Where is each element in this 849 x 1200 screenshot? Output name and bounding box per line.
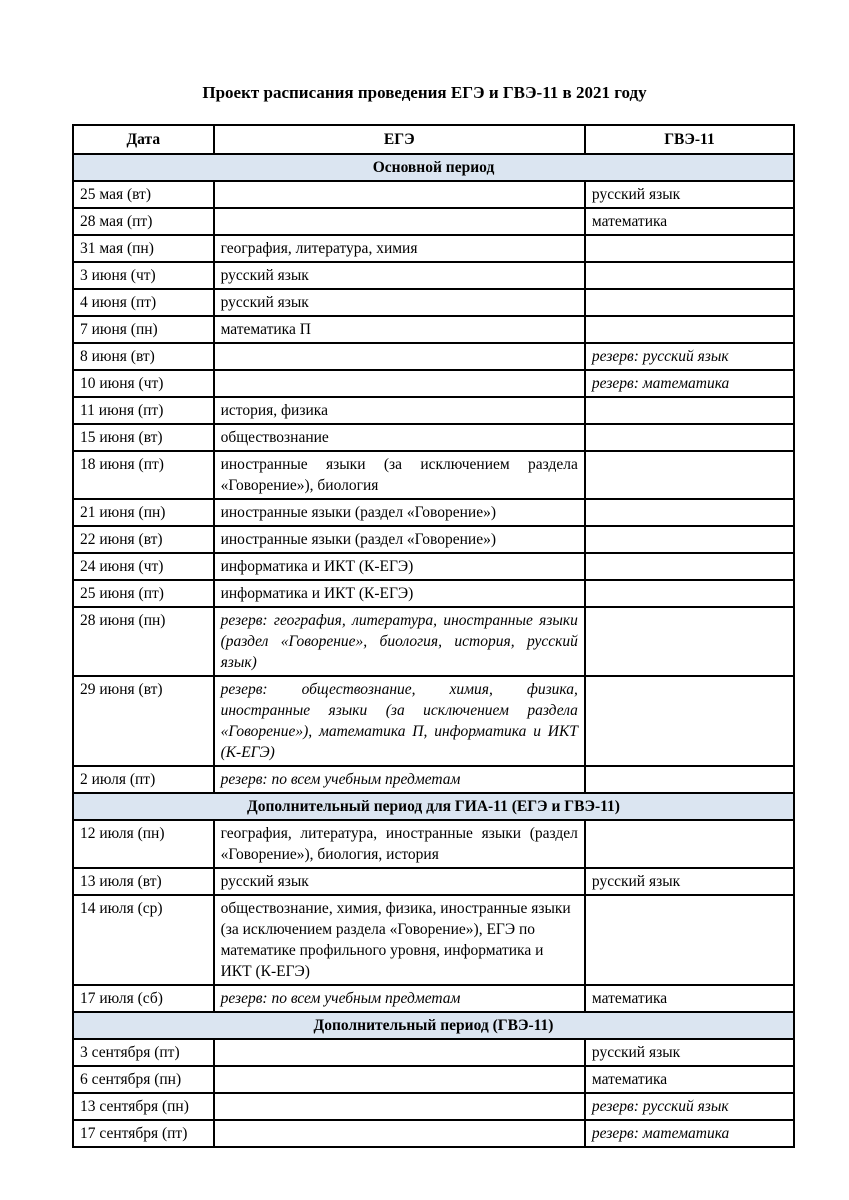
ege-cell: история, физика xyxy=(214,397,585,424)
ege-cell: обществознание xyxy=(214,424,585,451)
date-cell: 24 июня (чт) xyxy=(73,553,214,580)
gve-cell xyxy=(585,526,794,553)
gve-cell xyxy=(585,316,794,343)
ege-cell: русский язык xyxy=(214,289,585,316)
column-header-ege: ЕГЭ xyxy=(214,125,585,154)
gve-cell: резерв: русский язык xyxy=(585,1093,794,1120)
ege-cell: иностранные языки (за исключением раздела «Говорение»), биология xyxy=(214,451,585,499)
date-cell: 31 мая (пн) xyxy=(73,235,214,262)
date-cell: 15 июня (вт) xyxy=(73,424,214,451)
gve-cell xyxy=(585,766,794,793)
table-row xyxy=(73,499,794,526)
table-row xyxy=(73,451,794,499)
table-row xyxy=(73,553,794,580)
schedule-table xyxy=(72,124,795,1148)
schedule-body xyxy=(73,154,794,1147)
section-row xyxy=(73,1012,794,1039)
gve-cell xyxy=(585,895,794,985)
table-row xyxy=(73,1093,794,1120)
table-row xyxy=(73,1039,794,1066)
table-row xyxy=(73,1066,794,1093)
ege-cell xyxy=(214,1093,585,1120)
date-cell: 14 июля (ср) xyxy=(73,895,214,985)
ege-cell: иностранные языки (раздел «Говорение») xyxy=(214,499,585,526)
date-cell: 13 июля (вт) xyxy=(73,868,214,895)
table-row xyxy=(73,895,794,985)
gve-cell xyxy=(585,262,794,289)
date-cell: 25 мая (вт) xyxy=(73,181,214,208)
page-title: Проект расписания проведения ЕГЭ и ГВЭ-11 в 2021 году xyxy=(202,83,647,102)
gve-cell: резерв: русский язык xyxy=(585,343,794,370)
table-row xyxy=(73,397,794,424)
table-row xyxy=(73,868,794,895)
date-cell: 8 июня (вт) xyxy=(73,343,214,370)
gve-cell: резерв: математика xyxy=(585,370,794,397)
table-row xyxy=(73,370,794,397)
date-cell: 22 июня (вт) xyxy=(73,526,214,553)
date-cell: 29 июня (вт) xyxy=(73,676,214,766)
section-label: Дополнительный период (ГВЭ-11) xyxy=(73,1012,794,1039)
gve-cell xyxy=(585,820,794,868)
date-cell: 18 июня (пт) xyxy=(73,451,214,499)
section-label: Основной период xyxy=(73,154,794,181)
date-cell: 3 сентября (пт) xyxy=(73,1039,214,1066)
ege-cell: резерв: по всем учебным предметам xyxy=(214,985,585,1012)
gve-cell xyxy=(585,235,794,262)
ege-cell: резерв: обществознание, химия, физика, иностранные языки (за исключением раздела «Говорение»), математика П, информатика и ИКТ (К-ЕГЭ) xyxy=(214,676,585,766)
date-cell: 28 мая (пт) xyxy=(73,208,214,235)
gve-cell xyxy=(585,499,794,526)
table-row xyxy=(73,316,794,343)
ege-cell: информатика и ИКТ (К-ЕГЭ) xyxy=(214,580,585,607)
ege-cell xyxy=(214,181,585,208)
table-row xyxy=(73,766,794,793)
header-row xyxy=(73,125,794,154)
ege-cell: иностранные языки (раздел «Говорение») xyxy=(214,526,585,553)
ege-cell: русский язык xyxy=(214,868,585,895)
date-cell: 7 июня (пн) xyxy=(73,316,214,343)
ege-cell: резерв: по всем учебным предметам xyxy=(214,766,585,793)
section-label: Дополнительный период для ГИА-11 (ЕГЭ и ГВЭ-11) xyxy=(73,793,794,820)
gve-cell: резерв: математика xyxy=(585,1120,794,1147)
date-cell: 6 сентября (пн) xyxy=(73,1066,214,1093)
ege-cell: русский язык xyxy=(214,262,585,289)
gve-cell: математика xyxy=(585,1066,794,1093)
gve-cell xyxy=(585,676,794,766)
date-cell: 11 июня (пт) xyxy=(73,397,214,424)
gve-cell: математика xyxy=(585,208,794,235)
column-header-date: Дата xyxy=(73,125,214,154)
date-cell: 10 июня (чт) xyxy=(73,370,214,397)
gve-cell xyxy=(585,553,794,580)
table-row xyxy=(73,526,794,553)
ege-cell: резерв: география, литература, иностранные языки (раздел «Говорение», биология, история, русский язык) xyxy=(214,607,585,676)
date-cell: 4 июня (пт) xyxy=(73,289,214,316)
table-row xyxy=(73,424,794,451)
table-row xyxy=(73,1120,794,1147)
gve-cell xyxy=(585,580,794,607)
table-row xyxy=(73,820,794,868)
table-row xyxy=(73,235,794,262)
table-row xyxy=(73,607,794,676)
date-cell: 3 июня (чт) xyxy=(73,262,214,289)
column-header-gve: ГВЭ-11 xyxy=(585,125,794,154)
date-cell: 25 июня (пт) xyxy=(73,580,214,607)
ege-cell xyxy=(214,208,585,235)
section-row xyxy=(73,154,794,181)
table-row xyxy=(73,580,794,607)
gve-cell: русский язык xyxy=(585,1039,794,1066)
table-row xyxy=(73,208,794,235)
ege-cell: обществознание, химия, физика, иностранные языки (за исключением раздела «Говорение»), ЕГЭ по математике профильного уровня, информатика и ИКТ (К-ЕГЭ) xyxy=(214,895,585,985)
table-row xyxy=(73,343,794,370)
ege-cell xyxy=(214,1039,585,1066)
date-cell: 28 июня (пн) xyxy=(73,607,214,676)
ege-cell: информатика и ИКТ (К-ЕГЭ) xyxy=(214,553,585,580)
table-row xyxy=(73,181,794,208)
date-cell: 2 июля (пт) xyxy=(73,766,214,793)
date-cell: 21 июня (пн) xyxy=(73,499,214,526)
ege-cell: география, литература, химия xyxy=(214,235,585,262)
ege-cell: география, литература, иностранные языки (раздел «Говорение»), биология, история xyxy=(214,820,585,868)
table-row xyxy=(73,676,794,766)
ege-cell xyxy=(214,1066,585,1093)
gve-cell xyxy=(585,424,794,451)
date-cell: 12 июля (пн) xyxy=(73,820,214,868)
date-cell: 17 июля (сб) xyxy=(73,985,214,1012)
gve-cell xyxy=(585,289,794,316)
section-row xyxy=(73,793,794,820)
gve-cell: русский язык xyxy=(585,181,794,208)
gve-cell: математика xyxy=(585,985,794,1012)
gve-cell: русский язык xyxy=(585,868,794,895)
gve-cell xyxy=(585,397,794,424)
table-row xyxy=(73,289,794,316)
gve-cell xyxy=(585,607,794,676)
ege-cell xyxy=(214,343,585,370)
ege-cell xyxy=(214,370,585,397)
date-cell: 13 сентября (пн) xyxy=(73,1093,214,1120)
date-cell: 17 сентября (пт) xyxy=(73,1120,214,1147)
table-row xyxy=(73,262,794,289)
ege-cell xyxy=(214,1120,585,1147)
ege-cell: математика П xyxy=(214,316,585,343)
table-row xyxy=(73,985,794,1012)
gve-cell xyxy=(585,451,794,499)
